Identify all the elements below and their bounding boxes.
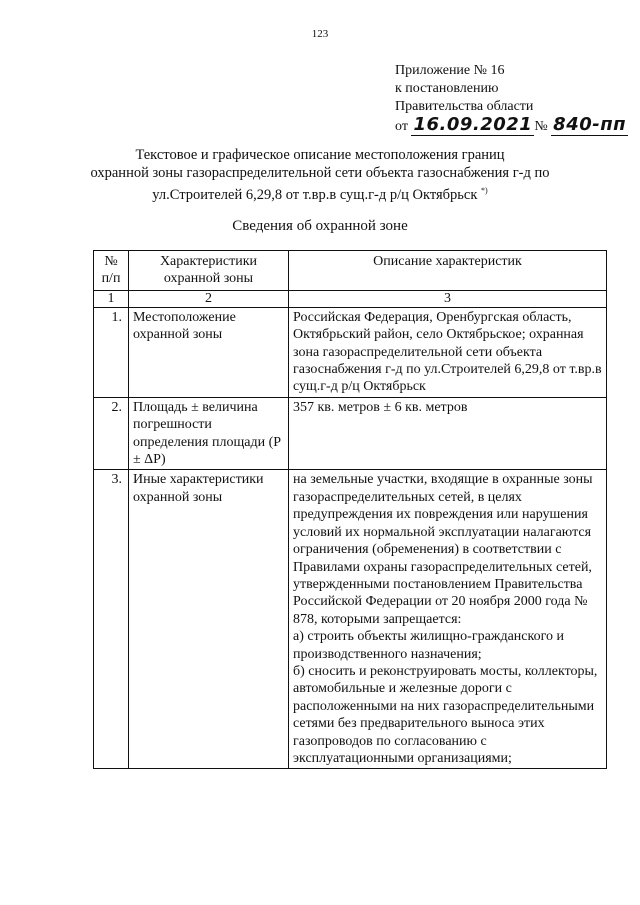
row-3-num: 3. — [94, 470, 129, 769]
index-cell-1: 1 — [94, 290, 129, 307]
table-header-row — [94, 251, 607, 291]
row-2-description: 357 кв. метров ± 6 кв. метров — [289, 397, 607, 470]
header-description: Описание характеристик — [289, 251, 607, 291]
index-cell-2: 2 — [129, 290, 289, 307]
row-3-item-a: а) строить объекты жилищно-гражданского и производственного назначения; — [293, 629, 564, 662]
title-line-3-text: ул.Строителей 6,29,8 от т.вр.в сущ.г-д р/ц Октябрьск — [152, 186, 478, 203]
appendix-title: Приложение № 16 — [395, 63, 505, 78]
title-line-2: охранной зоны газораспределительной сети объекта газоснабжения г-д по — [90, 165, 550, 181]
row-1-characteristic: Местоположение охранной зоны — [129, 307, 289, 397]
header-characteristic: Характеристики охранной зоны — [129, 251, 289, 291]
appendix-block — [395, 62, 625, 136]
appendix-resolution: к постановлению — [395, 81, 499, 96]
row-3-description-intro: на земельные участки, входящие в охранные зоны газораспределительных сетей, в целях предупреждения их повреждения или нарушения условий их нормальной эксплуатации налагаются ограничения (обременения) в соответствии с Правилами охраны газораспределительных сетей, утвержденными постановлением Правительства Российской Федерации от 20 ноября 2000 года № 878, которыми запрещается: — [293, 472, 593, 627]
handwritten-date: 16.09.2021 — [413, 114, 533, 135]
row-2-characteristic: Площадь ± величина погрешности определения площади (P ± ΔP) — [129, 397, 289, 470]
page-number: 123 — [311, 28, 329, 40]
handwritten-number: 840-пп — [553, 114, 627, 135]
appendix-number-prefix: № — [534, 119, 548, 134]
table-row — [94, 470, 607, 769]
table-row — [94, 397, 607, 470]
section-subtitle: Сведения об охранной зоне — [232, 218, 408, 234]
document-title — [30, 146, 610, 204]
table-index-row — [94, 290, 607, 307]
appendix-government: Правительства области — [395, 99, 534, 114]
row-1-num: 1. — [94, 307, 129, 397]
row-3-description — [289, 470, 607, 769]
title-line-3 — [30, 182, 610, 204]
row-3-item-b: б) сносить и реконструировать мосты, коллекторы, автомобильные и железные дороги с расположенными на них газораспределительными сетями без предварительного выноса этих газопроводов по согласованию с эксплуатационными организациями; — [293, 663, 598, 766]
appendix-date-number — [395, 116, 625, 136]
table-row — [94, 307, 607, 397]
header-num: № п/п — [94, 251, 129, 291]
row-2-num: 2. — [94, 397, 129, 470]
footnote-mark: *) — [481, 186, 488, 195]
title-line-1: Текстовое и графическое описание местоположения границ — [135, 147, 505, 163]
index-cell-3: 3 — [289, 290, 607, 307]
row-1-description: Российская Федерация, Оренбургская область, Октябрьский район, село Октябрьское; охранная зона газораспределительной сети объекта газоснабжения г-д по ул.Строителей 6,29,8 от т.вр.в сущ.г-д р/ц Октябрьск — [289, 307, 607, 397]
appendix-from-prefix: от — [395, 119, 408, 134]
row-3-characteristic: Иные характеристики охранной зоны — [129, 470, 289, 769]
protection-zone-table — [93, 250, 607, 769]
